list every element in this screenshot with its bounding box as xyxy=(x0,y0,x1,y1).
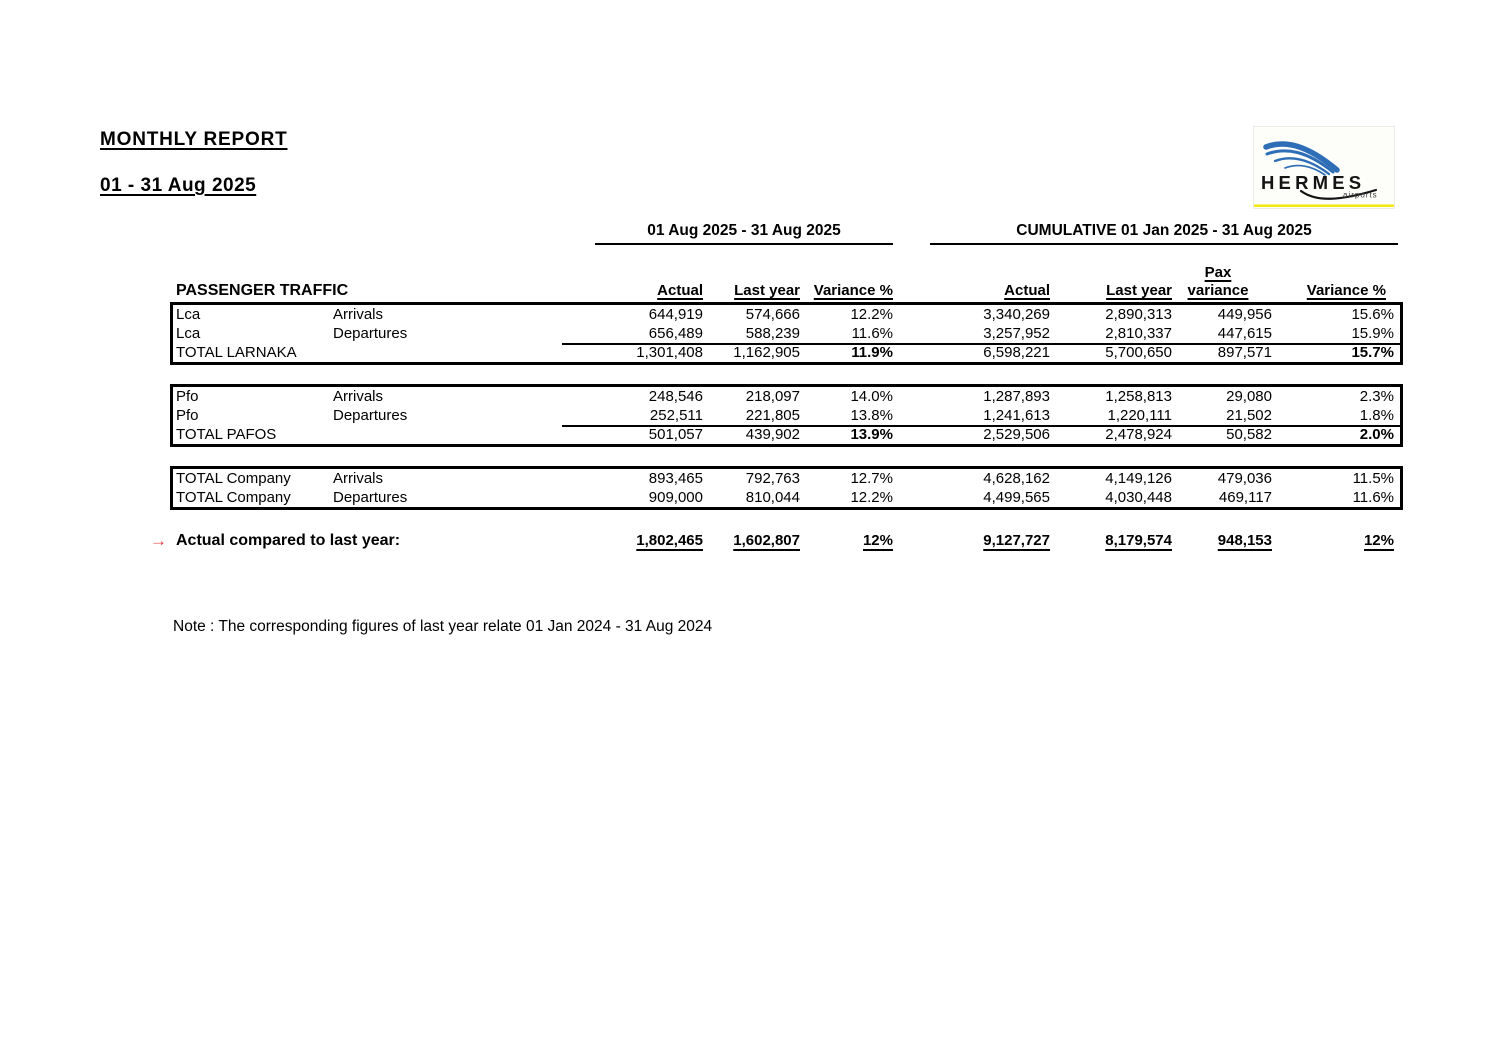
month-actual: 656,489 xyxy=(648,325,703,342)
cum-variance: 11.6% xyxy=(1352,489,1394,506)
cum-last-year: 4,149,126 xyxy=(1105,470,1172,487)
month-variance: 13.8% xyxy=(850,407,893,424)
airport-code: TOTAL Company xyxy=(176,470,291,487)
month-actual: 893,465 xyxy=(648,470,703,487)
month-variance: 12.2% xyxy=(850,306,893,323)
cum-variance: 15.6% xyxy=(1351,306,1394,323)
cum-pax-variance-total: 50,582 xyxy=(1226,426,1272,443)
column-header-row xyxy=(173,248,1400,300)
month-actual: 909,000 xyxy=(648,489,703,506)
summary-month-variance: 12% xyxy=(862,532,893,549)
airport-code: Lca xyxy=(176,325,201,342)
wing-swoosh-icon xyxy=(1266,144,1337,175)
traffic-type: Arrivals xyxy=(333,388,384,405)
summary-cum-variance: 12% xyxy=(1363,532,1394,549)
summary-month-last-year: 1,602,807 xyxy=(733,532,800,549)
summary-month-actual: 1,802,465 xyxy=(636,532,703,549)
header-cum-pax-variance xyxy=(1172,264,1272,300)
month-actual: 252,511 xyxy=(649,407,703,424)
total-row xyxy=(173,425,1400,444)
cum-pax-variance: 469,117 xyxy=(1218,489,1272,506)
month-last-year: 792,763 xyxy=(745,470,800,487)
month-period-header: 01 Aug 2025 - 31 Aug 2025 xyxy=(595,222,893,245)
month-last-year: 221,805 xyxy=(745,407,800,424)
cum-pax-variance: 447,615 xyxy=(1217,325,1272,342)
header-cum-actual: Actual xyxy=(1004,282,1050,299)
table-row xyxy=(173,387,1400,406)
month-last-year: 574,666 xyxy=(745,306,800,323)
traffic-type: Arrivals xyxy=(333,470,384,487)
header-pax-line2: variance xyxy=(1187,282,1249,299)
airport-code: Pfo xyxy=(176,407,199,424)
cum-variance-total: 2.0% xyxy=(1359,426,1394,443)
month-last-year: 218,097 xyxy=(745,388,800,405)
table-row xyxy=(173,305,1400,324)
cum-actual: 4,628,162 xyxy=(983,470,1050,487)
summary-cum-actual: 9,127,727 xyxy=(983,532,1050,549)
month-last-year-total: 1,162,905 xyxy=(733,344,800,361)
header-month-variance: Variance % xyxy=(813,282,893,299)
month-variance: 12.7% xyxy=(850,470,893,487)
table-row xyxy=(173,406,1400,425)
cum-variance-total: 15.7% xyxy=(1351,344,1394,361)
cum-actual-total: 6,598,221 xyxy=(983,344,1050,361)
table-row xyxy=(173,324,1400,343)
month-last-year: 588,239 xyxy=(745,325,800,342)
month-actual-total: 1,301,408 xyxy=(636,344,703,361)
summary-cum-last-year: 8,179,574 xyxy=(1105,532,1172,549)
cum-pax-variance: 21,502 xyxy=(1226,407,1272,424)
traffic-type: Departures xyxy=(333,407,408,424)
header-month-actual: Actual xyxy=(657,282,703,299)
cum-actual: 1,241,613 xyxy=(983,407,1050,424)
cum-pax-variance: 479,036 xyxy=(1217,470,1272,487)
hermes-airports-logo xyxy=(1253,126,1395,209)
header-cum-variance: Variance % xyxy=(1306,282,1386,299)
airport-code: Pfo xyxy=(176,388,199,405)
table-row xyxy=(173,488,1400,507)
cum-last-year-total: 2,478,924 xyxy=(1105,426,1172,443)
month-actual-total: 501,057 xyxy=(648,426,703,443)
month-variance: 12.2% xyxy=(850,489,893,506)
header-month-last-year: Last year xyxy=(734,282,800,299)
report-period: 01 - 31 Aug 2025 xyxy=(100,175,257,196)
total-separator-line xyxy=(562,425,1400,427)
header-cum-last-year: Last year xyxy=(1106,282,1172,299)
cum-last-year: 2,810,337 xyxy=(1105,325,1172,342)
traffic-type: Departures xyxy=(333,489,408,506)
hermes-logo-graphic xyxy=(1254,127,1394,208)
month-variance: 11.6% xyxy=(851,325,893,342)
footnote: Note : The corresponding figures of last year relate 01 Jan 2024 - 31 Aug 2024 xyxy=(173,618,713,635)
month-last-year-total: 439,902 xyxy=(745,426,800,443)
traffic-type: Arrivals xyxy=(333,306,384,323)
cum-variance: 2.3% xyxy=(1359,388,1394,405)
month-last-year: 810,044 xyxy=(745,489,800,506)
total-separator-line xyxy=(562,343,1400,345)
header-pax-line1: Pax xyxy=(1204,264,1232,281)
larnaka-block xyxy=(170,302,1403,365)
cum-pax-variance: 449,956 xyxy=(1217,306,1272,323)
company-total-block xyxy=(170,466,1403,510)
logo-brand-text: HERMES xyxy=(1261,172,1366,193)
airport-code: Lca xyxy=(176,306,201,323)
cum-last-year: 1,220,111 xyxy=(1107,407,1172,424)
cum-last-year: 4,030,448 xyxy=(1105,489,1172,506)
cum-pax-variance-total: 897,571 xyxy=(1217,344,1272,361)
summary-label: Actual compared to last year: xyxy=(176,532,401,549)
cum-variance: 15.9% xyxy=(1351,325,1394,342)
month-variance: 14.0% xyxy=(850,388,893,405)
cum-last-year-total: 5,700,650 xyxy=(1105,344,1172,361)
summary-row xyxy=(150,531,1400,551)
total-row xyxy=(173,343,1400,362)
cum-actual: 1,287,893 xyxy=(983,388,1050,405)
cum-variance: 1.8% xyxy=(1359,407,1394,424)
month-actual: 248,546 xyxy=(648,388,703,405)
cum-actual: 3,340,269 xyxy=(983,306,1050,323)
traffic-type: Departures xyxy=(333,325,408,342)
cum-pax-variance: 29,080 xyxy=(1226,388,1272,405)
table-row xyxy=(173,469,1400,488)
cum-last-year: 2,890,313 xyxy=(1105,306,1172,323)
red-arrow-icon: → xyxy=(150,531,167,550)
page-title: MONTHLY REPORT xyxy=(100,129,288,150)
cum-variance: 11.5% xyxy=(1352,470,1394,487)
month-actual: 644,919 xyxy=(648,306,703,323)
pafos-block xyxy=(170,384,1403,447)
cum-actual: 3,257,952 xyxy=(983,325,1050,342)
total-label: TOTAL PAFOS xyxy=(176,426,277,443)
total-label: TOTAL LARNAKA xyxy=(176,344,297,361)
month-variance-total: 13.9% xyxy=(850,426,893,443)
logo-sub-text: airports xyxy=(1343,190,1378,200)
logo-yellow-bar xyxy=(1254,205,1394,208)
section-label: PASSENGER TRAFFIC xyxy=(176,282,349,299)
cum-actual: 4,499,565 xyxy=(983,489,1050,506)
cum-last-year: 1,258,813 xyxy=(1105,388,1172,405)
cum-actual-total: 2,529,506 xyxy=(983,426,1050,443)
month-variance-total: 11.9% xyxy=(851,344,893,361)
cumulative-period-header: CUMULATIVE 01 Jan 2025 - 31 Aug 2025 xyxy=(930,222,1398,245)
airport-code: TOTAL Company xyxy=(176,489,291,506)
summary-cum-pax-variance: 948,153 xyxy=(1217,532,1272,549)
